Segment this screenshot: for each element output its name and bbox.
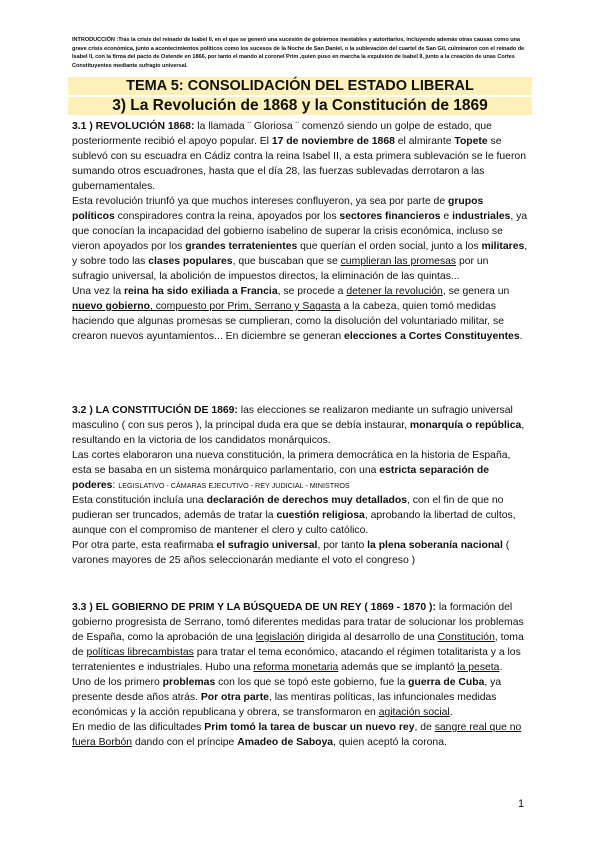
text-bold: Prim tomó la tarea de buscar un nuevo rey (204, 722, 415, 733)
text: para tratar el tema económico, atacando el régimen totalitarista y a los terratenientes e industriales. Hubo una (72, 647, 521, 673)
text: ( varones mayores de 25 años seleccionarán mediante el voto el congreso ) (72, 540, 510, 566)
text: , quien aceptó la corona. (333, 737, 447, 748)
text: Las cortes elaboraron una nueva constitución, la primera democrática en la historia de España, esta se basaba en un sistema monárquico parlamentario, con una (72, 450, 511, 476)
text-underlined: la peseta (457, 662, 500, 673)
section-gobierno-prim (72, 600, 528, 750)
text-bold: Topete (454, 136, 488, 147)
powers-list: LEGISLATIVO - CÁMARAS EJECUTIVO - REY JUDICIAL - MINISTROS (118, 481, 350, 490)
section-heading: 3.2 ) LA CONSTITUCIÓN DE 1869: (72, 405, 238, 416)
text: a la cabeza, quien tomó medidas haciendo que algunas promesas se cumplieran, como la disolución del voluntariado militar, se crearon nuevos ayuntamientos... En diciembre se generan (72, 301, 505, 342)
text-bold-underlined: nuevo gobierno (72, 301, 150, 312)
text: , toma de (72, 632, 524, 658)
paragraph (72, 119, 528, 194)
text-bold: declaración de derechos muy detallados (206, 495, 407, 506)
text: , ya que conocían la incapacidad del gobierno isabelino de superar la crisis económica, incluso se vieron apoyados por los (72, 211, 528, 252)
text-bold: elecciones a Cortes Constituyentes (344, 331, 520, 342)
text: , que buscaban que se (232, 256, 341, 267)
text: conspiradores contra la reina, apoyados por los (114, 211, 340, 222)
paragraph (72, 284, 528, 344)
paragraph (72, 403, 528, 448)
text: Por otra parte, esta reafirmaba (72, 540, 217, 551)
text-bold: industriales (452, 211, 511, 222)
text-underlined: , compuesto por Prim, Serrano y Sagasta (149, 301, 341, 312)
text: dando con el príncipe (132, 737, 238, 748)
text-underlined: sangre real que no fuera Borbón (72, 722, 522, 748)
text-bold: el sufragio universal (216, 540, 318, 551)
paragraph (72, 448, 528, 493)
text: la formación del gobierno progresista de Serrano, tomó diferentes medidas para tratar de solucionar los problemas de España, como la aprobación de una (72, 602, 524, 643)
section-heading: 3.3 ) EL GOBIERNO DE PRIM Y LA BÚSQUEDA DE UN REY ( 1869 - 1870 ): (72, 602, 436, 613)
text: , ya presente desde años atrás. (72, 677, 502, 703)
intro-paragraph: INTRODUCCIÓN :Tras la crisis del reinado de Isabel II, en el que se generó una sucesión de gobiernos inestables y autoritarios, incluyendo además otras causas como una grave crisis económica, junto a acontecimientos políticos como los sucesos de la Noche de San Daniel, o la sublevación del cuartel de San Gil, culminaron con el reinado de Isabel II, con la firma del pacto de Ostende en 1866, por tanto el mando al coronel Prim ,quien puso en marcha la expulsión de Isabel II, junto a la creación de unas Cortes Constituyentes mediante sufragio universal. (72, 37, 525, 69)
text: además que se implantó (338, 662, 458, 673)
text: . (519, 331, 523, 342)
text-bold: guerra de Cuba (408, 677, 485, 688)
section-heading: 3.1 ) REVOLUCIÓN 1868: (72, 121, 195, 132)
text-bold: grupos políticos (72, 196, 484, 222)
paragraph (72, 538, 528, 568)
section-constitucion-1869 (72, 403, 528, 568)
text-bold: Amadeo de Saboya (237, 737, 334, 748)
text-bold: reina ha sido exiliada a Francia (123, 286, 278, 297)
text-bold: 17 de noviembre de 1868 (271, 136, 395, 147)
text: se sublevó con su escuadra en Cádiz contra la reina Isabel II, a esta primera sublevación se le fueron sumando otros escuadrones, hasta que el día 28, las fuerzas sublevadas derrotaron a las gubernamentales. (72, 136, 526, 192)
text-underlined: reforma monetaria (253, 662, 339, 673)
text: , con el fin de que no pudieran ser truncados, además de tratar la (72, 495, 504, 521)
text-bold: clases populares (148, 256, 233, 267)
text-underlined: legislación (255, 632, 305, 643)
text: . (449, 707, 453, 718)
text-bold: cuestión religiosa (276, 510, 365, 521)
text: , resultando en la victoria de los candidatos monárquicos. (72, 420, 525, 446)
text: , por tanto (317, 540, 368, 551)
text: , se procede a (277, 286, 347, 297)
section-revolucion-1868 (72, 119, 528, 344)
text: , aprobando la libertad de cultos, aunque con el compromiso de mantener el clero y culto católico. (72, 510, 516, 536)
text: Uno de los primero (72, 677, 163, 688)
text: e (440, 211, 453, 222)
text: por un sufragio universal, la abolición de impuestos directos, la eliminación de las quintas... (72, 256, 489, 282)
text: las elecciones se realizaron mediante un sufragio universal masculino ( con sus peros ), la principal duda era que se debía instaurar, (72, 405, 513, 431)
text: : (112, 480, 119, 491)
text: , se genera un (442, 286, 510, 297)
page-title: TEMA 5: CONSOLIDACIÓN DEL ESTADO LIBERAL (68, 77, 532, 95)
paragraph (72, 675, 528, 720)
text-underlined: Constitución (437, 632, 495, 643)
page-number: 1 (518, 798, 525, 810)
text-bold: estricta separación de poderes (72, 465, 490, 491)
text-bold: grandes terratenientes (185, 241, 298, 252)
paragraph (72, 493, 528, 538)
paragraph (72, 720, 528, 750)
text: En medio de las dificultades (72, 722, 205, 733)
paragraph (72, 194, 528, 284)
text-bold: la plena soberanía nacional (367, 540, 503, 551)
text-underlined: detener la revolución (346, 286, 443, 297)
text: que querían el orden social, junto a los (297, 241, 482, 252)
text: , las mentiras políticas, las infuncionales medidas económicas y la acción republicana y obrera, se transformaron en (72, 692, 497, 718)
text-bold: Por otra parte (200, 692, 269, 703)
text: el almirante (394, 136, 455, 147)
text-bold: problemas (162, 677, 216, 688)
text: , y sobre todo las (72, 241, 528, 267)
text-underlined: agitación social (378, 707, 450, 718)
text: Esta constitución incluía una (72, 495, 207, 506)
text: la llamada ¨ Gloriosa ¨ comenzó siendo un golpe de estado, que posteriormente recibió el apoyo popular. El (72, 121, 492, 147)
text: dirigida al desarrollo de una (304, 632, 438, 643)
text-underlined: políticas librecambistas (86, 647, 194, 658)
paragraph (72, 600, 528, 675)
text: Una vez la (72, 286, 124, 297)
text: . (499, 662, 503, 673)
text: Esta revolución triunfó ya que muchos intereses confluyeron, ya sea por parte de (72, 196, 449, 207)
text-bold: sectores financieros (339, 211, 441, 222)
text-underlined: cumplieran las promesas (340, 256, 457, 267)
text-bold: monarquía o república (409, 420, 522, 431)
text: con los que se topó este gobierno, fue la (215, 677, 409, 688)
text-bold: militares (481, 241, 525, 252)
text: , de (414, 722, 435, 733)
page-subtitle: 3) La Revolución de 1868 y la Constitución de 1869 (68, 97, 532, 115)
